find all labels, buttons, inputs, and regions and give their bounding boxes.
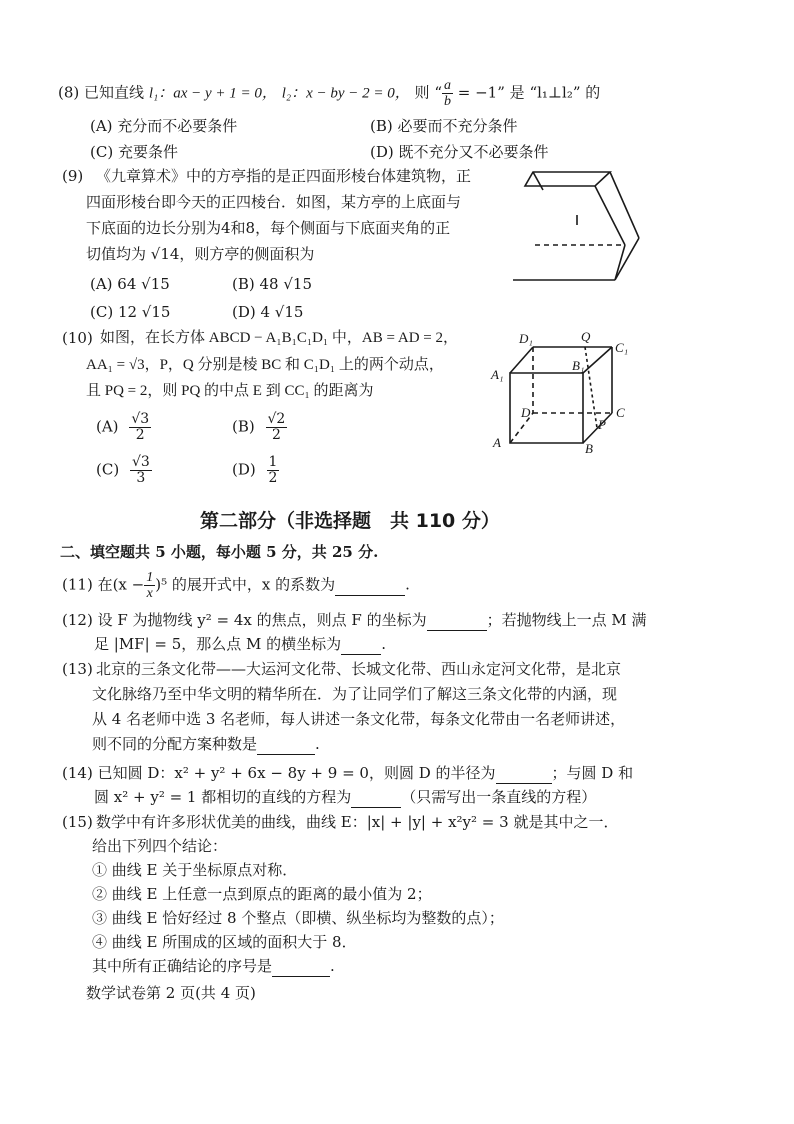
q8-stem	[58, 78, 600, 109]
q11	[62, 570, 410, 601]
q10-option-c	[96, 455, 152, 486]
label-c: C	[616, 405, 625, 420]
q8-line2: l₂：x − by − 2 = 0，	[281, 85, 410, 102]
q15-conclusion-1: ① 曲线 E 关于坐标原点对称．	[92, 861, 298, 879]
q10-line-1: 如图，在长方体 ABCD − A₁B₁C₁D₁ 中，AB = AD = 2，	[100, 330, 458, 346]
q8-stem-text: 已知直线	[84, 83, 145, 102]
frustum-edge-left	[533, 172, 543, 190]
q15-line-2: 给出下列四个结论：	[92, 837, 228, 855]
q10-option-a-num: √3	[131, 411, 150, 427]
q9-option-a: (A) 64 √15	[90, 275, 170, 293]
q13-line-1: 北京的三条文化带——大运河文化带、长城文化带、西山永定河文化带，是北京	[96, 660, 622, 678]
q15-last	[92, 956, 335, 977]
q11-frac-den: x	[146, 586, 153, 601]
q12-line1-a: 设 F 为抛物线 y² = 4x 的焦点，则点 F 的坐标为	[97, 611, 427, 629]
page-footer: 数学试卷第 2 页(共 4 页)	[86, 984, 256, 1002]
q11-answer-blank	[335, 575, 405, 596]
label-b: B	[585, 441, 593, 455]
q10-option-a-label: (A)	[96, 417, 119, 436]
q10-option-c-label: (C)	[96, 460, 120, 479]
part2-section-header: 二、填空题共 5 小题，每小题 5 分，共 25 分.	[60, 543, 379, 561]
q11-post: )⁵ 的展开式中，x 的系数为	[155, 575, 336, 594]
q13-number: (13)	[62, 660, 93, 678]
q11-frac-num: 1	[146, 570, 154, 585]
q10-option-b-num: √2	[267, 411, 286, 427]
q15-line-1: 数学中有许多形状优美的曲线，曲线 E：|x| + |y| + x²y² = 3 就是其中之一．	[96, 813, 619, 831]
q14-number: (14)	[62, 764, 93, 782]
q9-line-2: 四面形棱台即今天的正四棱台．如图，某方亭的上底面与	[86, 193, 462, 211]
q10-line-2: AA₁ = √3，P，Q 分别是棱 BC 和 C₁D₁ 上的两个动点，	[86, 357, 444, 373]
label-c1: C₁	[615, 340, 629, 355]
q10-option-a	[96, 412, 151, 443]
q8-option-a: (A) 充分而不必要条件	[90, 117, 238, 135]
cuboid-figure	[485, 325, 645, 455]
q11-fraction	[144, 570, 155, 601]
q8-is: 是 “l₁⊥l₂” 的	[509, 83, 601, 102]
q9-line-4: 切值均为 √14，则方亭的侧面积为	[86, 245, 315, 263]
q10-line-3: 且 PQ = 2，则 PQ 的中点 E 到 CC₁ 的距离为	[86, 383, 374, 399]
q9-number: (9)	[62, 167, 84, 185]
q12-line1-b: ；若抛物线上一点 M 满	[486, 611, 647, 629]
q8-line1: l₁：ax − y + 1 = 0，	[148, 85, 277, 102]
q15-conclusion-2: ② 曲线 E 上任意一点到原点的距离的最小值为 2；	[92, 885, 432, 903]
q15-answer-blank	[272, 956, 330, 977]
frustum-figure	[505, 160, 645, 290]
label-q: Q	[581, 329, 591, 344]
label-a1: A₁	[491, 367, 504, 382]
q8-option-b: (B) 必要而不充分条件	[370, 117, 518, 135]
label-b1: B₁	[572, 358, 585, 373]
q10-option-d-den: 2	[268, 470, 278, 486]
q9-option-c: (C) 12 √15	[90, 303, 171, 321]
q10-option-d-num: 1	[268, 454, 278, 470]
q9-line-3: 下底面的边长分别为4和8，每个侧面与下底面夹角的正	[86, 219, 451, 237]
q9-option-d: (D) 4 √15	[232, 303, 304, 321]
cuboid-edge-a1d1	[510, 347, 533, 373]
frustum-edge-back	[610, 172, 639, 238]
q10-option-c-num: √3	[131, 454, 150, 470]
q8-option-c: (C) 充要条件	[90, 143, 178, 161]
q8-frac-num: a	[443, 78, 451, 93]
q15-conclusion-4: ④ 曲线 E 所围成的区域的面积大于 8．	[92, 933, 357, 951]
label-d: D	[521, 405, 531, 420]
q10-option-d	[232, 455, 279, 486]
q10-option-b-den: 2	[271, 427, 281, 443]
q13-line-3: 从 4 名老师中选 3 名老师，每人讲述一条文化带，每条文化带由一名老师讲述，	[92, 710, 626, 728]
frustum-edge-front	[615, 245, 625, 280]
part2-title: 第二部分（非选择题 共 110 分）	[200, 510, 500, 532]
q14-line2-b: （只需写出一条直线的方程）	[401, 788, 597, 806]
q11-number: (11)	[62, 575, 93, 594]
q14-line2-a: 圆 x² + y² = 1 都相切的直线的方程为	[94, 788, 352, 806]
q14-line1-b: ；与圆 D 和	[551, 764, 634, 782]
q15-conclusion-3: ③ 曲线 E 恰好经过 8 个整点（即横、纵坐标均为整数的点）；	[92, 909, 504, 927]
q14-answer-blank-2	[351, 787, 401, 808]
q12-answer-blank-1	[427, 610, 487, 631]
q13-end: .	[315, 735, 320, 753]
q12-line-1	[62, 610, 647, 631]
q15-end: .	[330, 957, 335, 975]
q12-line2-a: 足 |MF| = 5，那么点 M 的横坐标为	[94, 635, 342, 653]
q14-answer-blank-1	[496, 763, 552, 784]
q12-number: (12)	[62, 611, 93, 629]
q13-answer-blank	[257, 734, 315, 755]
q13-last: 则不同的分配方案种数是	[92, 735, 258, 753]
q13-line-4	[92, 734, 320, 755]
q9-option-b: (B) 48 √15	[232, 275, 312, 293]
q8-fraction	[442, 78, 453, 109]
q15-number: (15)	[62, 813, 93, 831]
q11-pre: 在(x −	[97, 575, 145, 594]
q15-last-text: 其中所有正确结论的序号是	[92, 957, 273, 975]
q8-then: 则 “	[414, 83, 442, 102]
q8-number: (8)	[58, 83, 80, 102]
q14-line-1	[62, 763, 633, 784]
q10-option-d-label: (D)	[232, 460, 256, 479]
q10-option-a-fraction	[129, 412, 151, 443]
q14-line1-a: 已知圆 D：x² + y² + 6x − 8y + 9 = 0，则圆 D 的半径为	[97, 764, 496, 782]
q11-end: .	[405, 575, 410, 594]
q14-line-2	[94, 787, 596, 808]
q12-answer-blank-2	[341, 634, 381, 655]
label-a: A	[493, 435, 501, 450]
q10-number: (10)	[62, 329, 93, 347]
q9-line-1: 《九章算术》中的方亭指的是正四面形棱台体建筑物，正	[96, 167, 472, 185]
q10-option-a-den: 2	[135, 427, 145, 443]
cuboid-segment-pq	[585, 347, 597, 428]
q8-eq: = −1”	[457, 83, 505, 102]
q10-option-d-fraction	[267, 455, 280, 486]
q10-option-b	[232, 412, 287, 443]
label-p: P	[598, 417, 606, 432]
q10-option-c-fraction	[130, 455, 152, 486]
q8-option-d: (D) 既不充分又不必要条件	[370, 143, 549, 161]
q8-frac-den: b	[443, 94, 451, 109]
q10-option-b-fraction	[266, 412, 288, 443]
q12-line2-end: .	[381, 635, 386, 653]
q13-line-2: 文化脉络乃至中华文明的精华所在．为了让同学们了解这三条文化带的内涵，现	[92, 685, 618, 703]
q12-line-2	[94, 634, 386, 655]
label-d1: D₁	[519, 331, 533, 346]
q10-option-b-label: (B)	[232, 417, 255, 436]
q10-option-c-den: 3	[136, 470, 146, 486]
